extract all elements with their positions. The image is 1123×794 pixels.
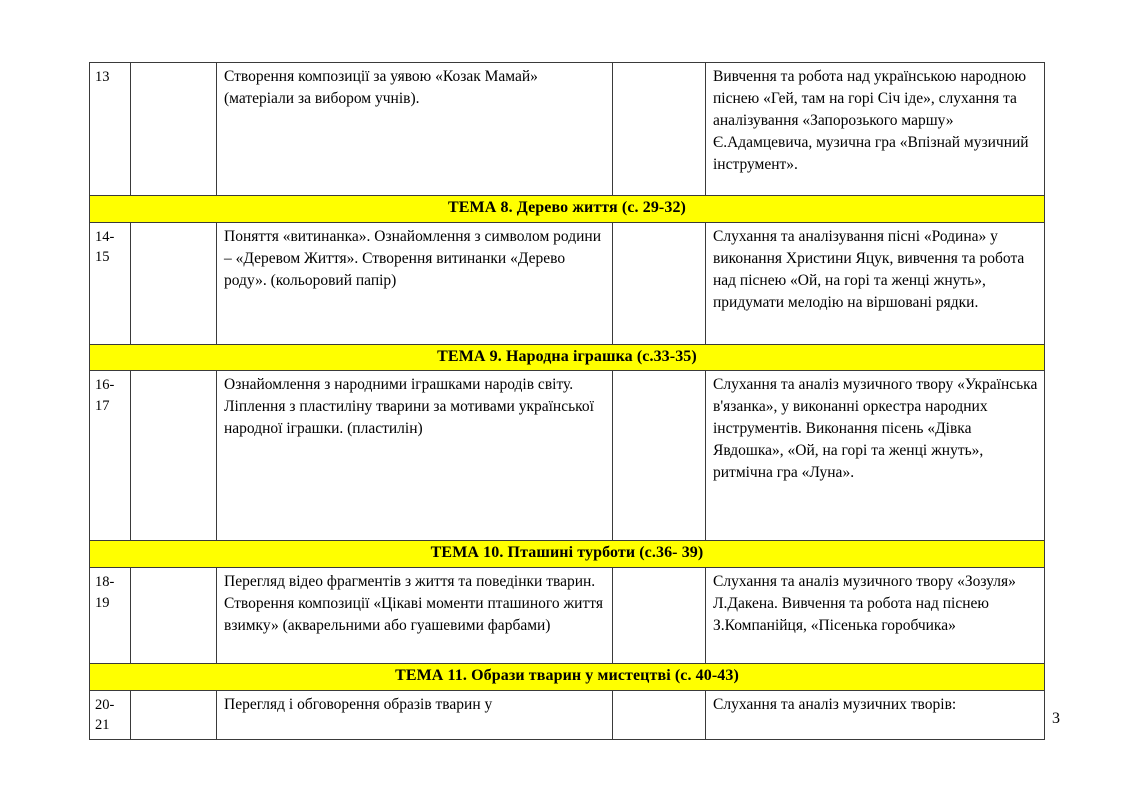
blank-cell [613,222,706,344]
theme-header-title: ТЕМА 11. Образи тварин у мистецтві (с. 40-43) [90,664,1045,691]
lesson-number-cell: 20-21 [90,690,131,739]
lesson-number-cell: 14-15 [90,222,131,344]
blank-cell [613,63,706,196]
blank-cell [613,371,706,541]
lesson-date-cell [131,63,217,196]
blank-cell [613,568,706,664]
page-number: 3 [1052,710,1060,727]
table-row [90,690,1045,739]
lesson-number-cell: 16-17 [90,371,131,541]
lesson-date-cell [131,371,217,541]
table-row [90,222,1045,344]
art-content-cell: Перегляд і обговорення образів тварин у [217,690,613,739]
lesson-date-cell [131,568,217,664]
art-content-cell: Ознайомлення з народними іграшками народів світу. Ліплення з пластиліну тварини за мотивами української народної іграшки. (пластилін) [217,371,613,541]
lesson-date-cell [131,222,217,344]
art-content-cell: Поняття «витинанка». Ознайомлення з символом родини – «Деревом Життя». Створення витинанки «Дерево роду». (кольоровий папір) [217,222,613,344]
theme-header-row [90,664,1045,691]
table-row [90,371,1045,541]
lesson-number-cell: 13 [90,63,131,196]
lesson-number-cell: 18-19 [90,568,131,664]
music-content-cell: Слухання та аналіз музичного твору «Зозуля» Л.Дакена. Вивчення та робота над піснею З.Компанійця, «Пісенька горобчика» [706,568,1045,664]
music-content-cell: Вивчення та робота над українською народною піснею «Гей, там на горі Січ іде», слухання та аналізування «Запорозького маршу» Є.Адамцевича, музична гра «Впізнай музичний інструмент». [706,63,1045,196]
music-content-cell: Слухання та аналіз музичних творів: [706,690,1045,739]
music-content-cell: Слухання та аналіз музичного твору «Українська в'язанка», у виконанні оркестра народних інструментів. Виконання пісень «Дівка Явдошка», «Ой, на горі та женці жнуть», ритмічна гра «Луна». [706,371,1045,541]
theme-header-row [90,541,1045,568]
table-row [90,568,1045,664]
lesson-plan-table-body [90,63,1045,740]
theme-header-row [90,196,1045,223]
lesson-date-cell [131,690,217,739]
art-content-cell: Перегляд відео фрагментів з життя та поведінки тварин. Створення композиції «Цікаві моменти пташиного життя взимку» (акварельними або гуашевими фарбами) [217,568,613,664]
art-content-cell: Створення композиції за уявою «Козак Мамай» (матеріали за вибором учнів). [217,63,613,196]
music-content-cell: Слухання та аналізування пісні «Родина» у виконання Христини Яцук, вивчення та робота над піснею «Ой, на горі та женці жнуть», придумати мелодію на віршовані рядки. [706,222,1045,344]
theme-header-title: ТЕМА 8. Дерево життя (с. 29-32) [90,196,1045,223]
lesson-plan-table [89,62,1045,740]
theme-header-row [90,344,1045,371]
theme-header-title: ТЕМА 9. Народна іграшка (с.33-35) [90,344,1045,371]
theme-header-title: ТЕМА 10. Пташині турботи (с.36- 39) [90,541,1045,568]
blank-cell [613,690,706,739]
table-row [90,63,1045,196]
